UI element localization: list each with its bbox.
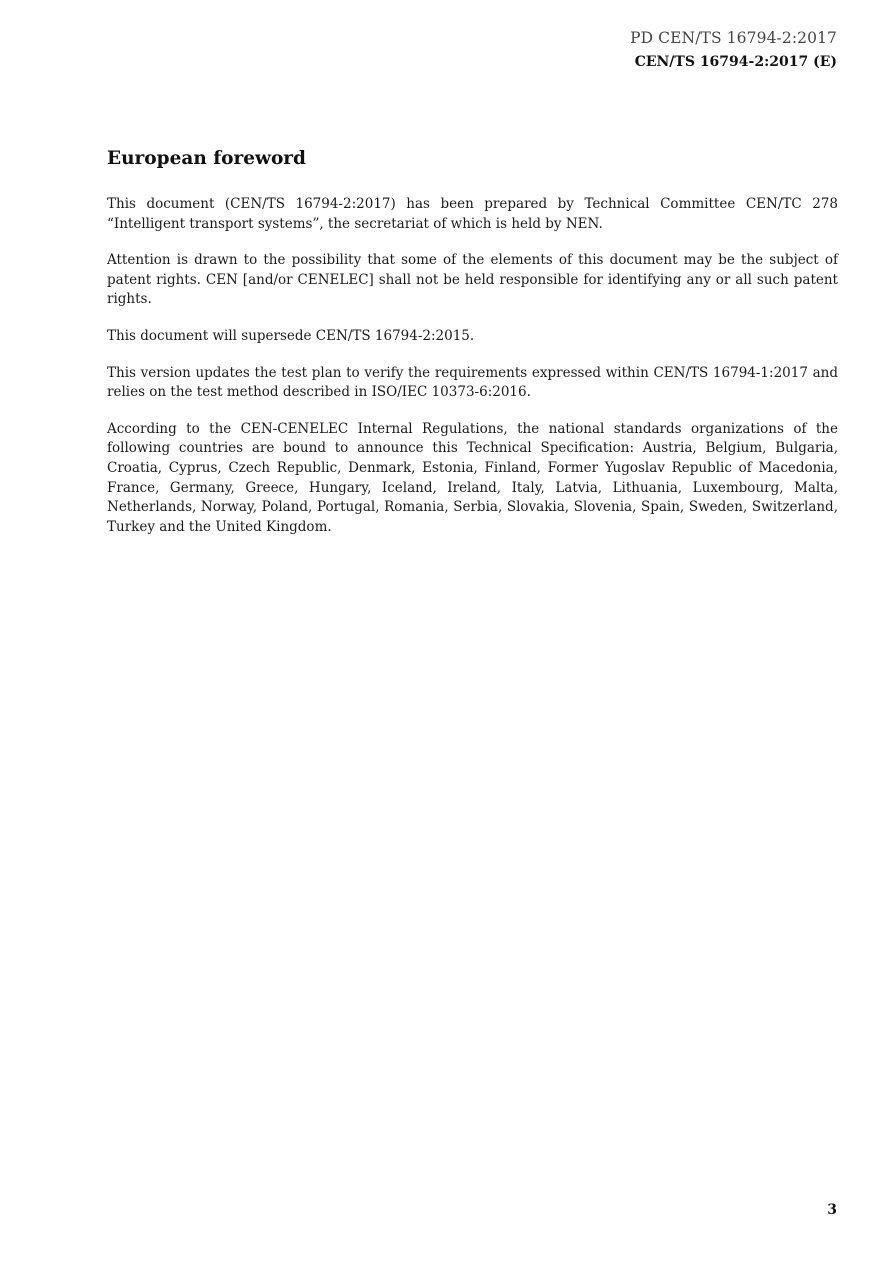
page-number: 3 <box>827 1202 837 1218</box>
header-document-id-english: CEN/TS 16794-2:2017 (E) <box>634 54 837 70</box>
header-document-id: PD CEN/TS 16794-2:2017 <box>630 29 837 47</box>
foreword-body <box>107 195 838 554</box>
paragraph-committee: This document (CEN/TS 16794-2:2017) has been prepared by Technical Committee CEN/TC 278 “Intelligent transport systems”, the secretariat of which is held by NEN. <box>107 196 838 232</box>
paragraph-national-standards: According to the CEN-CENELEC Internal Regulations, the national standards organizations of the following countries are bound to announce this Technical Specification: Austria, Belgium, Bulgaria, Croatia, Cyprus, Czech Republic, Denmark, Estonia, Finland, Former Yugoslav Republic of Macedonia, France, Germany, Greece, Hungary, Iceland, Ireland, Italy, Latvia, Lithuania, Luxembourg, Malta, Netherlands, Norway, Poland, Portugal, Romania, Serbia, Slovakia, Slovenia, Spain, Sweden, Switzerland, Turkey and the United Kingdom. <box>107 420 838 535</box>
section-title: European foreword <box>107 148 306 169</box>
paragraph-patent-rights: Attention is drawn to the possibility that some of the elements of this document may be the subject of patent rights. CEN [and/or CENELEC] shall not be held responsible for identifying any or all such patent rights. <box>107 252 838 308</box>
paragraph-version-updates: This version updates the test plan to verify the requirements expressed within CEN/TS 16794-1:2017 and relies on the test method described in ISO/IEC 10373-6:2016. <box>107 364 838 401</box>
paragraph-supersede: This document will supersede CEN/TS 16794-2:2015. <box>107 327 475 344</box>
